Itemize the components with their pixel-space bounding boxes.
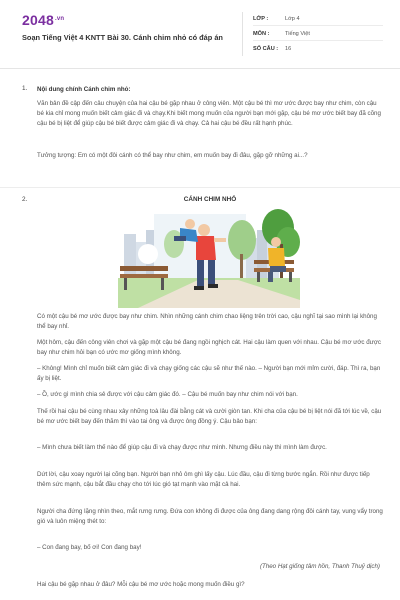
story-paragraph: Có một cậu bé mơ ước được bay như chim. Nhìn những cánh chim chao liệng trên trời cao, cậu nghĩ tại sao mình lại không thể bay nhỉ. <box>37 313 377 331</box>
logo-suffix: .vn <box>54 16 65 22</box>
site-logo[interactable] <box>22 12 64 28</box>
info-row-subject <box>253 27 383 41</box>
section-number: 1. <box>22 85 28 92</box>
info-value: Tiếng Việt <box>285 31 310 37</box>
info-row-class <box>253 12 383 26</box>
story-title: CÁNH CHIM NHỎ <box>183 196 237 203</box>
park-illustration <box>118 208 300 308</box>
story-paragraph: Thế rồi hai cậu bé cùng nhau xây những toà lâu đài bằng cát và cười giòn tan. Khi cha của cậu bé bị liệt nói đã tới lúc về, cậu bé mơ ước biết bay đến thăm thì vào tai ông và được ông đồng ý. Cậu bảo bạn: <box>37 408 382 426</box>
info-value: 16 <box>285 46 292 52</box>
story-paragraph: Dứt lời, cậu xoay người lại cõng bạn. Người bạn nhỏ ôm ghì lấy cậu. Lúc đầu, cậu đi từng bước ngắn. Rồi như được tiếp thêm sức mạnh, cậu bắt đầu chạy cho tới lúc gió tạt mạnh vào mặt cả hai. <box>37 471 370 489</box>
story-paragraph: – Ồ, ước gì mình chia sẻ được với cậu cảm giác đó. – Cậu bé muốn bay như chim nói với bạn. <box>37 391 298 398</box>
header-divider <box>242 12 243 56</box>
summary-text: Văn bản đề cập đến câu chuyện của hai cậu bé gặp nhau ở công viên. Một cậu bé thì mơ ước được bay như chim, còn cậu bé kia chỉ mong muốn biết cảm giác đi và chạy.Khi biết mong muốn của người bạn mới gặp, cậu bé mơ ước biết bay đã cõng cậu bé bị liệt để giúp cậu bé biết được cảm giác đi và chạy. Cả hai cậu bé đều rất hạnh phúc. <box>37 100 381 128</box>
story-paragraph: – Con đang bay, bố ơi! Con đang bay! <box>37 544 142 551</box>
theme-text: Tưởng tượng: Em có một đôi cánh có thể bay như chim, em muốn bay đi đâu, gặp gỡ những ai...? <box>37 152 308 159</box>
info-key: LỚP : <box>253 16 269 22</box>
document-title: Soạn Tiếng Việt 4 KNTT Bài 30. Cánh chim nhỏ có đáp án <box>22 33 223 42</box>
story-paragraph: – Mình chưa biết làm thế nào để giúp cậu đi và chạy được như mình. Nhưng điều này thì mình làm được. <box>37 444 327 451</box>
story-paragraph: – Không! Mình chỉ muốn biết cảm giác đi và chạy giống các cậu sẽ như thế nào. – Người bạn mới mỉm cười, đáp. Thì ra, bạn ấy bị liệt. <box>37 365 381 383</box>
header-rule <box>0 68 400 69</box>
section-number: 2. <box>22 196 28 203</box>
question-text: Hai cậu bé gặp nhau ở đâu? Mỗi cậu bé mơ ước hoặc mong muốn điều gì? <box>37 581 245 588</box>
story-paragraph: Một hôm, cậu đến công viên chơi và gặp một cậu bé đang ngồi nghịch cát. Hai cậu làm quen với nhau. Cậu bé mơ ước được bay như chim hỏi bạn có ước mơ giống mình không. <box>37 339 381 357</box>
info-value: Lớp 4 <box>285 16 300 22</box>
logo-text: 2048 <box>22 12 54 28</box>
story-source: (Theo Hạt giống tâm hồn, Thanh Thuỷ dịch) <box>259 563 380 570</box>
section-separator <box>0 187 400 188</box>
story-paragraph: Người cha đứng lặng nhìn theo, mắt rưng rưng. Đứa con không đi được của ông đang dang rộng đôi cánh tay, vung vẩy trong gió và luôn miệng thét to: <box>37 508 383 526</box>
info-key: SỐ CÂU : <box>253 46 279 52</box>
info-row-count <box>253 42 383 56</box>
info-key: MÔN : <box>253 31 270 37</box>
story-illustration <box>118 208 300 308</box>
page-header <box>0 0 400 64</box>
section-heading: Nội dung chính Cánh chim nhỏ: <box>37 86 131 93</box>
